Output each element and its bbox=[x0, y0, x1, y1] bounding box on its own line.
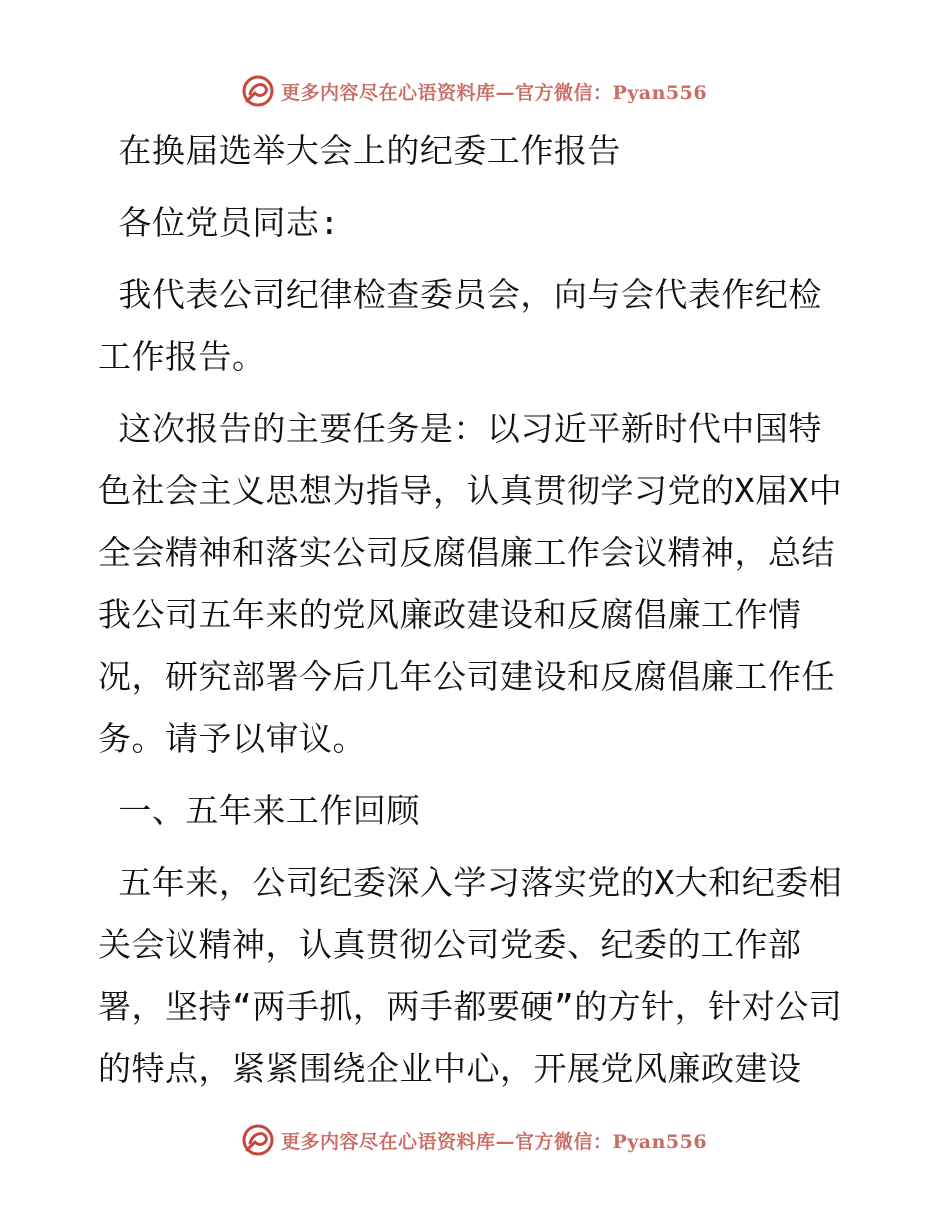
watermark-group bbox=[241, 1123, 707, 1157]
paragraph-task: 这次报告的主要任务是：以习近平新时代中国特色社会主义思想为指导，认真贯彻学习党的X届X中全会精神和落实公司反腐倡廉工作会议精神，总结我公司五年来的党风廉政建设和反腐倡廉工作情况，研究部署今后几年公司建设和反腐倡廉工作任务。请予以审议。 bbox=[98, 409, 843, 758]
header-watermark bbox=[0, 71, 950, 111]
section-paragraph: 五年来，公司纪委深入学习落实党的X大和纪委相关会议精神，认真贯彻公司党委、纪委的工作部署，坚持“两手抓，两手都要硬”的方针，针对公司的特点，紧紧围绕企业中心，开展党风廉政建设 bbox=[98, 863, 843, 1088]
red-swirl-logo-icon bbox=[241, 74, 275, 108]
red-swirl-logo-icon bbox=[241, 1123, 275, 1157]
document-body bbox=[98, 120, 854, 1100]
salutation: 各位党员同志: bbox=[98, 203, 340, 242]
footer-watermark bbox=[0, 1120, 950, 1160]
document-title: 在换届选举大会上的纪委工作报告 bbox=[98, 131, 621, 170]
paragraph-intro: 我代表公司纪律检查委员会，向与会代表作纪检工作报告。 bbox=[98, 275, 822, 376]
section-heading: 一、五年来工作回顾 bbox=[98, 791, 420, 830]
watermark-group bbox=[241, 74, 707, 108]
watermark-text: 更多内容尽在心语资料库—官方微信：Pyan556 bbox=[280, 81, 708, 104]
watermark-text: 更多内容尽在心语资料库—官方微信：Pyan556 bbox=[280, 1130, 708, 1153]
